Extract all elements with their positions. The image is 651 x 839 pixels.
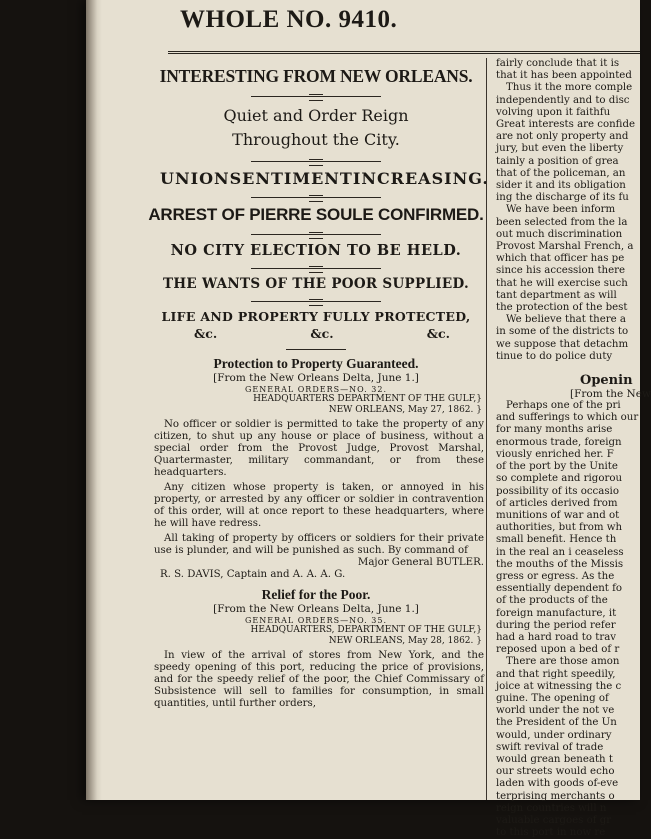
right-column-line: of the products of the — [496, 595, 608, 607]
headline-union — [160, 169, 489, 188]
right-column-line: that he will exercise such — [496, 277, 628, 289]
right-column-line: volving upon it faithfu — [496, 106, 611, 118]
right-column-line: possibility of its occasio — [496, 485, 619, 497]
headline-no-election: NO CITY ELECTION TO BE HELD. — [170, 242, 462, 259]
headline-main: INTERESTING FROM NEW ORLEANS. — [159, 66, 473, 86]
article-paragraph: In view of the arrival of stores from New York, and the speedy opening of this port, reducing the price of provisions, and for the speedy relief of the poor, the Chief Commissary of Subsistence will sell to families for consumption, in small quantities, until further orders, — [154, 650, 484, 709]
right-column-line: had a hard road to trav — [496, 631, 617, 643]
general-order: GENERAL ORDERS—NO. 32. — [245, 385, 387, 394]
column-divider — [486, 58, 487, 800]
etc-mark: &c. — [194, 326, 218, 341]
article-source: [From the New Orleans Delta, June 1.] — [213, 372, 419, 384]
right-column-line: been selected from the la — [496, 216, 628, 228]
command-name: Major General BUTLER. — [357, 557, 484, 568]
right-column-line: gress or egress. As the — [496, 570, 615, 582]
right-column-line: we suppose that detachm — [496, 338, 629, 350]
hq-line: NEW ORLEANS, May 27, 1862. } — [328, 405, 482, 415]
section-rule — [286, 349, 346, 350]
etc-row — [194, 326, 450, 341]
left-column — [146, 58, 489, 710]
right-column-line: ing the discharge of its fu — [496, 192, 629, 204]
right-column-line: our streets would echo — [496, 766, 615, 778]
article-paragraph: No officer or soldier is permitted to take the property of any citizen, to shut up any house or place of business, without a special order from the Provost Judge, Provost Marshal, Quartermaster, military commandant, or from these headquarters. — [154, 419, 484, 478]
etc-mark: &c. — [310, 326, 334, 341]
right-column — [490, 58, 651, 839]
hq-line: HEADQUARTERS DEPARTMENT OF THE GULF,} — [253, 394, 482, 404]
hq-line: NEW ORLEANS, May 28, 1862. } — [328, 636, 482, 646]
right-column-line: that it has been appointed — [496, 70, 632, 82]
right-column-line: of articles derived from — [496, 497, 618, 509]
headquarters-line — [146, 625, 482, 647]
right-column-line: so complete and rigorou — [496, 473, 623, 485]
right-column-line: We believe that there a — [506, 314, 626, 326]
right-column-line: since his accession there — [496, 265, 626, 277]
signature: R. S. DAVIS, Captain and A. A. A. G. — [160, 569, 346, 580]
signature-line — [160, 569, 484, 581]
hq-line: HEADQUARTERS, DEPARTMENT OF THE GULF,} — [250, 625, 482, 635]
right-column-line: small benefit. Hence th — [496, 534, 617, 546]
right-column-line: that of the policeman, an — [496, 167, 626, 179]
right-column-line: laden with goods of-eve — [496, 778, 619, 790]
right-column-line: enormous trade, foreign — [496, 436, 622, 448]
masthead — [96, 6, 576, 34]
right-column-line: Thus it the more comple — [506, 82, 633, 94]
right-column-line: munitions of war and ot — [496, 509, 620, 521]
headline-arrest: ARREST OF PIERRE SOULE CONFIRMED. — [148, 205, 484, 224]
right-column-line: which that officer has pe — [496, 253, 625, 265]
right-column-line: sider it and its obligation — [496, 180, 626, 192]
right-column-line: terprising merchants o — [496, 790, 615, 802]
headline-wants: THE WANTS OF THE POOR SUPPLIED. — [163, 276, 469, 292]
right-column-line: world under the not ve — [496, 705, 615, 717]
right-column-line: to this port in now re — [496, 827, 606, 839]
right-column-line: authorities, but from wh — [496, 522, 623, 534]
right-column-line: valuable cargoes of gr — [496, 814, 612, 826]
torn-edge — [86, 0, 102, 800]
headline-union-word: SENTIMENT — [229, 169, 353, 188]
right-column-top — [490, 58, 640, 363]
right-column-bottom — [490, 400, 640, 839]
right-column-line: essentially dependent fo — [496, 583, 623, 595]
article-paragraph: Any citizen whose property is taken, or annoyed in his property, or arrested by any officer or soldier in contravention of this order, will at once report to these headquarters, where he will have redress. — [154, 482, 484, 529]
right-column-line: reign countries will n — [496, 802, 607, 814]
right-column-line: guine. The opening of — [496, 692, 609, 704]
right-column-line: are not only property and — [496, 131, 629, 143]
right-column-line: for many months arise — [496, 424, 613, 436]
etc-mark: &c. — [426, 326, 450, 341]
right-column-line: during the period refer — [496, 619, 616, 631]
headline-union-word: INCREASING. — [352, 169, 489, 188]
headline-quiet: Quiet and Order Reign Throughout the City. — [223, 106, 409, 149]
headline-life: LIFE AND PROPERTY FULLY PROTECTED, — [161, 309, 471, 324]
right-column-line: and sufferings to which our — [496, 412, 639, 424]
article-title: Relief for the Poor. — [261, 587, 371, 602]
right-column-line: Perhaps one of the pri — [506, 400, 621, 412]
right-column-line: and that right speedily, — [496, 668, 616, 680]
right-column-line: tainly a position of grea — [496, 155, 619, 167]
ornament-divider — [251, 299, 381, 305]
right-column-line: joice at witnessing the c — [496, 680, 622, 692]
opening-title: Openin — [580, 373, 633, 389]
command-line — [160, 557, 484, 569]
ornament-divider — [251, 266, 381, 272]
right-column-line: the protection of the best — [496, 302, 628, 314]
ornament-divider — [251, 232, 381, 238]
article-title: Protection to Property Guaranteed. — [213, 356, 419, 371]
article-source: [From the New Orleans Delta, June 1.] — [213, 603, 419, 615]
right-column-line: foreign manufacture, it — [496, 607, 617, 619]
masthead-rule — [168, 51, 640, 54]
right-column-line: There are those amon — [506, 656, 620, 668]
ornament-divider — [251, 159, 381, 165]
right-column-line: tinue to do police duty — [496, 350, 613, 362]
right-column-line: Provost Marshal French, a — [496, 241, 634, 253]
ornament-divider — [251, 195, 381, 201]
right-column-line: would, under ordinary — [496, 729, 612, 741]
general-order: GENERAL ORDERS—NO. 35. — [245, 616, 387, 625]
right-column-line: in the real an i ceaseless — [496, 546, 624, 558]
right-column-line: of the port by the Unite — [496, 461, 618, 473]
right-column-line: reposed upon a bed of r — [496, 644, 620, 656]
right-column-line: independently and to disc — [496, 94, 630, 106]
right-column-line: jury, but even the liberty — [496, 143, 624, 155]
right-column-line: swift revival of trade — [496, 741, 604, 753]
right-column-line: We have been inform — [506, 204, 616, 216]
right-column-line: the mouths of the Missis — [496, 558, 624, 570]
ornament-divider — [251, 94, 381, 100]
right-column-line: tant department as will — [496, 289, 617, 301]
right-column-line: would grean beneath t — [496, 753, 613, 765]
opening-source: [From the New — [570, 388, 651, 401]
headline-union-word: UNION — [160, 169, 230, 188]
right-column-line: Great interests are confide — [496, 119, 636, 131]
right-column-line: the President of the Un — [496, 717, 617, 729]
right-column-line: out much discrimination — [496, 228, 623, 240]
headquarters-line — [146, 394, 482, 416]
article-paragraph: All taking of property by officers or soldiers for their private use is plunder, and will be punished as such. By command of — [154, 533, 484, 556]
right-column-line: viously enriched her. F — [496, 448, 614, 460]
right-column-line: in some of the districts to — [496, 326, 629, 338]
issue-number: WHOLE NO. 9410. — [180, 6, 398, 33]
right-column-line: fairly conclude that it is — [496, 58, 620, 69]
